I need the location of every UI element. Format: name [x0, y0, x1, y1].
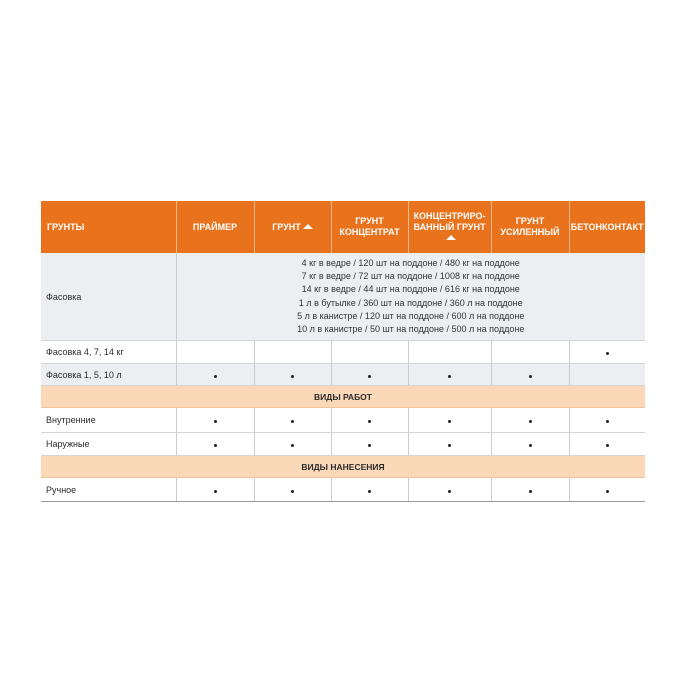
mountain-icon [446, 235, 456, 240]
row-label: Ручное [41, 478, 176, 502]
packaging-line: 4 кг в ведре / 120 шт на поддоне / 480 кг на поддоне [301, 257, 520, 268]
bullet-icon [606, 444, 609, 447]
table-row-packaging [41, 253, 645, 341]
section-row-application-types [41, 456, 645, 478]
packaging-line: 5 л в канистре / 120 шт на поддоне / 600 л на поддоне [297, 310, 525, 321]
header-koncentrirovannyi-line2: ВАННЫЙ ГРУНТ [413, 221, 486, 232]
mark-cell [176, 408, 254, 433]
table-row [41, 433, 645, 456]
table-header-row [41, 201, 645, 253]
bullet-icon [606, 490, 609, 493]
bullet-icon [448, 444, 451, 447]
mark-cell [491, 433, 569, 456]
mark-cell [176, 433, 254, 456]
bullet-icon [368, 444, 371, 447]
packaging-line: 14 кг в ведре / 44 шт на поддоне / 616 кг на поддоне [301, 284, 520, 295]
mark-cell [254, 478, 331, 502]
mark-cell [331, 408, 408, 433]
mark-cell [569, 364, 645, 386]
mark-cell [254, 408, 331, 433]
row-label: Фасовка [41, 253, 176, 341]
bullet-icon [529, 444, 532, 447]
header-grunty: ГРУНТЫ [41, 201, 176, 253]
mark-cell [491, 408, 569, 433]
header-grunt-label: ГРУНТ [272, 221, 301, 232]
bullet-icon [291, 375, 294, 378]
mark-cell [569, 408, 645, 433]
packaging-line: 1 л в бутылке / 360 шт на поддоне / 360 л на поддоне [298, 297, 523, 308]
bullet-icon [529, 490, 532, 493]
row-label: Фасовка 1, 5, 10 л [41, 364, 176, 386]
mark-cell [408, 433, 491, 456]
header-grunt-koncentrat-line1: ГРУНТ [355, 216, 384, 226]
bullet-icon [291, 420, 294, 423]
header-koncentrirovannyi-line1: КОНЦЕНТРИРО- [413, 210, 486, 221]
bullet-icon [448, 490, 451, 493]
bullet-icon [448, 420, 451, 423]
mark-cell [254, 364, 331, 386]
table-row [41, 478, 645, 502]
header-grunt-usilennyi-line1: ГРУНТ [515, 216, 545, 226]
packaging-line: 7 кг в ведре / 72 шт на поддоне / 1008 кг на поддоне [301, 270, 520, 281]
mountain-icon [303, 224, 313, 229]
mark-cell [408, 364, 491, 386]
section-row-work-types [41, 386, 645, 408]
bullet-icon [214, 490, 217, 493]
header-grunt-koncentrat [331, 201, 408, 253]
mark-cell [569, 341, 645, 364]
bullet-icon [368, 420, 371, 423]
header-grunt-koncentrat-line2: КОНЦЕНТРАТ [339, 227, 400, 237]
header-praimer: ПРАЙМЕР [176, 201, 254, 253]
header-grunt [254, 201, 331, 253]
section-title: ВИДЫ НАНЕСЕНИЯ [41, 456, 645, 478]
packaging-details [176, 253, 645, 341]
bullet-icon [448, 375, 451, 378]
header-grunt-usilennyi-line2: УСИЛЕННЫЙ [500, 227, 560, 237]
row-label: Фасовка 4, 7, 14 кг [41, 341, 176, 364]
mark-cell [491, 341, 569, 364]
mark-cell [176, 364, 254, 386]
bullet-icon [214, 444, 217, 447]
mark-cell [254, 433, 331, 456]
mark-cell [331, 478, 408, 502]
mark-cell [569, 478, 645, 502]
header-betonkontakt: БЕТОНКОНТАКТ [569, 201, 645, 253]
bullet-icon [368, 490, 371, 493]
table-row [41, 364, 645, 386]
header-grunt-usilennyi [491, 201, 569, 253]
bullet-icon [606, 352, 609, 355]
mark-cell [331, 364, 408, 386]
mark-cell [491, 364, 569, 386]
mark-cell [408, 478, 491, 502]
section-title: ВИДЫ РАБОТ [41, 386, 645, 408]
mark-cell [331, 341, 408, 364]
bullet-icon [368, 375, 371, 378]
bullet-icon [529, 420, 532, 423]
mark-cell [176, 341, 254, 364]
mark-cell [254, 341, 331, 364]
bullet-icon [291, 444, 294, 447]
bullet-icon [214, 375, 217, 378]
row-label: Внутренние [41, 408, 176, 433]
mark-cell [491, 478, 569, 502]
bullet-icon [291, 490, 294, 493]
bullet-icon [606, 420, 609, 423]
mark-cell [331, 433, 408, 456]
table-row [41, 408, 645, 433]
table-row [41, 341, 645, 364]
packaging-line: 10 л в канистре / 50 шт на поддоне / 500 л на поддоне [297, 324, 525, 335]
product-comparison-table [41, 201, 645, 502]
mark-cell [176, 478, 254, 502]
mark-cell [408, 408, 491, 433]
mark-cell [408, 341, 491, 364]
row-label: Наружные [41, 433, 176, 456]
header-koncentrirovannyi [408, 201, 491, 253]
bullet-icon [214, 420, 217, 423]
bullet-icon [529, 375, 532, 378]
mark-cell [569, 433, 645, 456]
